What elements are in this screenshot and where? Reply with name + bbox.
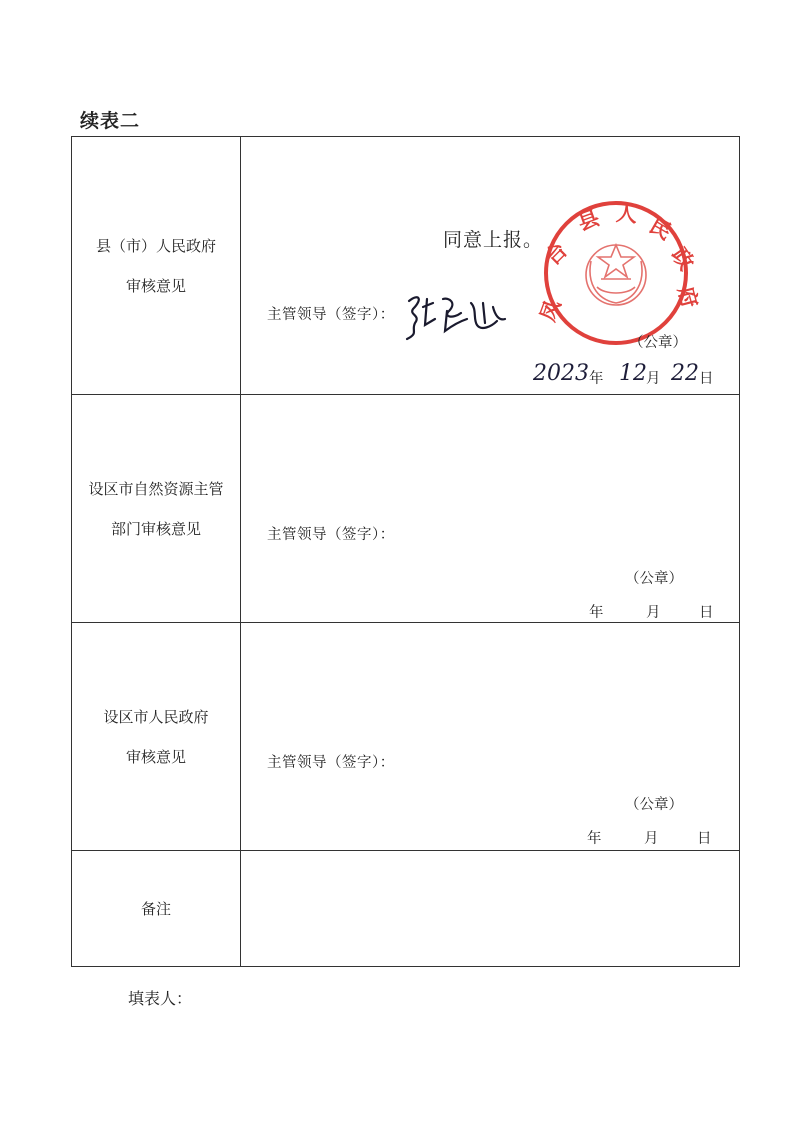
day-label: 日	[699, 605, 714, 621]
table-row	[72, 851, 740, 967]
year-label: 年	[589, 371, 604, 387]
label-line: 县（市）人民政府	[95, 236, 216, 255]
municipal-government-opinion-cell[interactable]	[241, 623, 740, 851]
municipal-resources-opinion-cell[interactable]	[241, 395, 740, 623]
signer-label: 主管领导（签字）：	[267, 755, 395, 771]
year-value: 2023	[533, 361, 589, 386]
label-line: 备注	[140, 899, 171, 918]
day-value: 22	[671, 361, 699, 386]
label-line: 设区市人民政府	[103, 707, 209, 726]
remarks-label	[72, 851, 241, 967]
svg-text:凤: 凤	[535, 296, 566, 325]
form-filler-label: 填表人：	[128, 989, 193, 1008]
svg-text:县: 县	[574, 205, 603, 236]
year-label: 年	[589, 605, 604, 621]
year-label: 年	[587, 831, 602, 847]
seal-note: （公章）	[629, 335, 687, 351]
county-government-opinion-cell[interactable]	[241, 137, 740, 395]
table-row	[72, 137, 740, 395]
county-government-label	[72, 137, 241, 395]
label-line: 审核意见	[125, 747, 186, 766]
page-title: 续表二	[80, 110, 141, 132]
opinion-text: 同意上报。	[443, 229, 544, 251]
month-value: 12	[619, 361, 647, 386]
municipal-resources-label	[72, 395, 241, 623]
label-line: 设区市自然资源主管	[88, 479, 224, 498]
svg-text:府: 府	[673, 283, 703, 311]
official-seal	[531, 191, 711, 351]
month-label: 月	[646, 605, 661, 621]
seal-text	[536, 201, 703, 324]
label-line: 审核意见	[125, 276, 186, 295]
day-label: 日	[699, 371, 714, 387]
seal-note: （公章）	[625, 571, 683, 587]
signer-label: 主管领导（签字）：	[267, 527, 395, 543]
municipal-government-label	[72, 623, 241, 851]
day-label: 日	[697, 831, 712, 847]
review-table	[71, 136, 740, 967]
svg-text:人: 人	[615, 201, 639, 227]
label-line: 部门审核意见	[110, 519, 201, 538]
month-label: 月	[644, 831, 659, 847]
remarks-cell[interactable]	[241, 851, 740, 967]
table-row	[72, 623, 740, 851]
month-label: 月	[646, 371, 661, 387]
svg-text:台: 台	[540, 238, 572, 270]
table-row	[72, 395, 740, 623]
signer-label: 主管领导（签字）：	[267, 307, 395, 323]
seal-note: （公章）	[625, 797, 683, 813]
handwritten-signature	[401, 289, 509, 341]
svg-text:民: 民	[645, 213, 676, 245]
svg-text:政: 政	[666, 243, 699, 275]
